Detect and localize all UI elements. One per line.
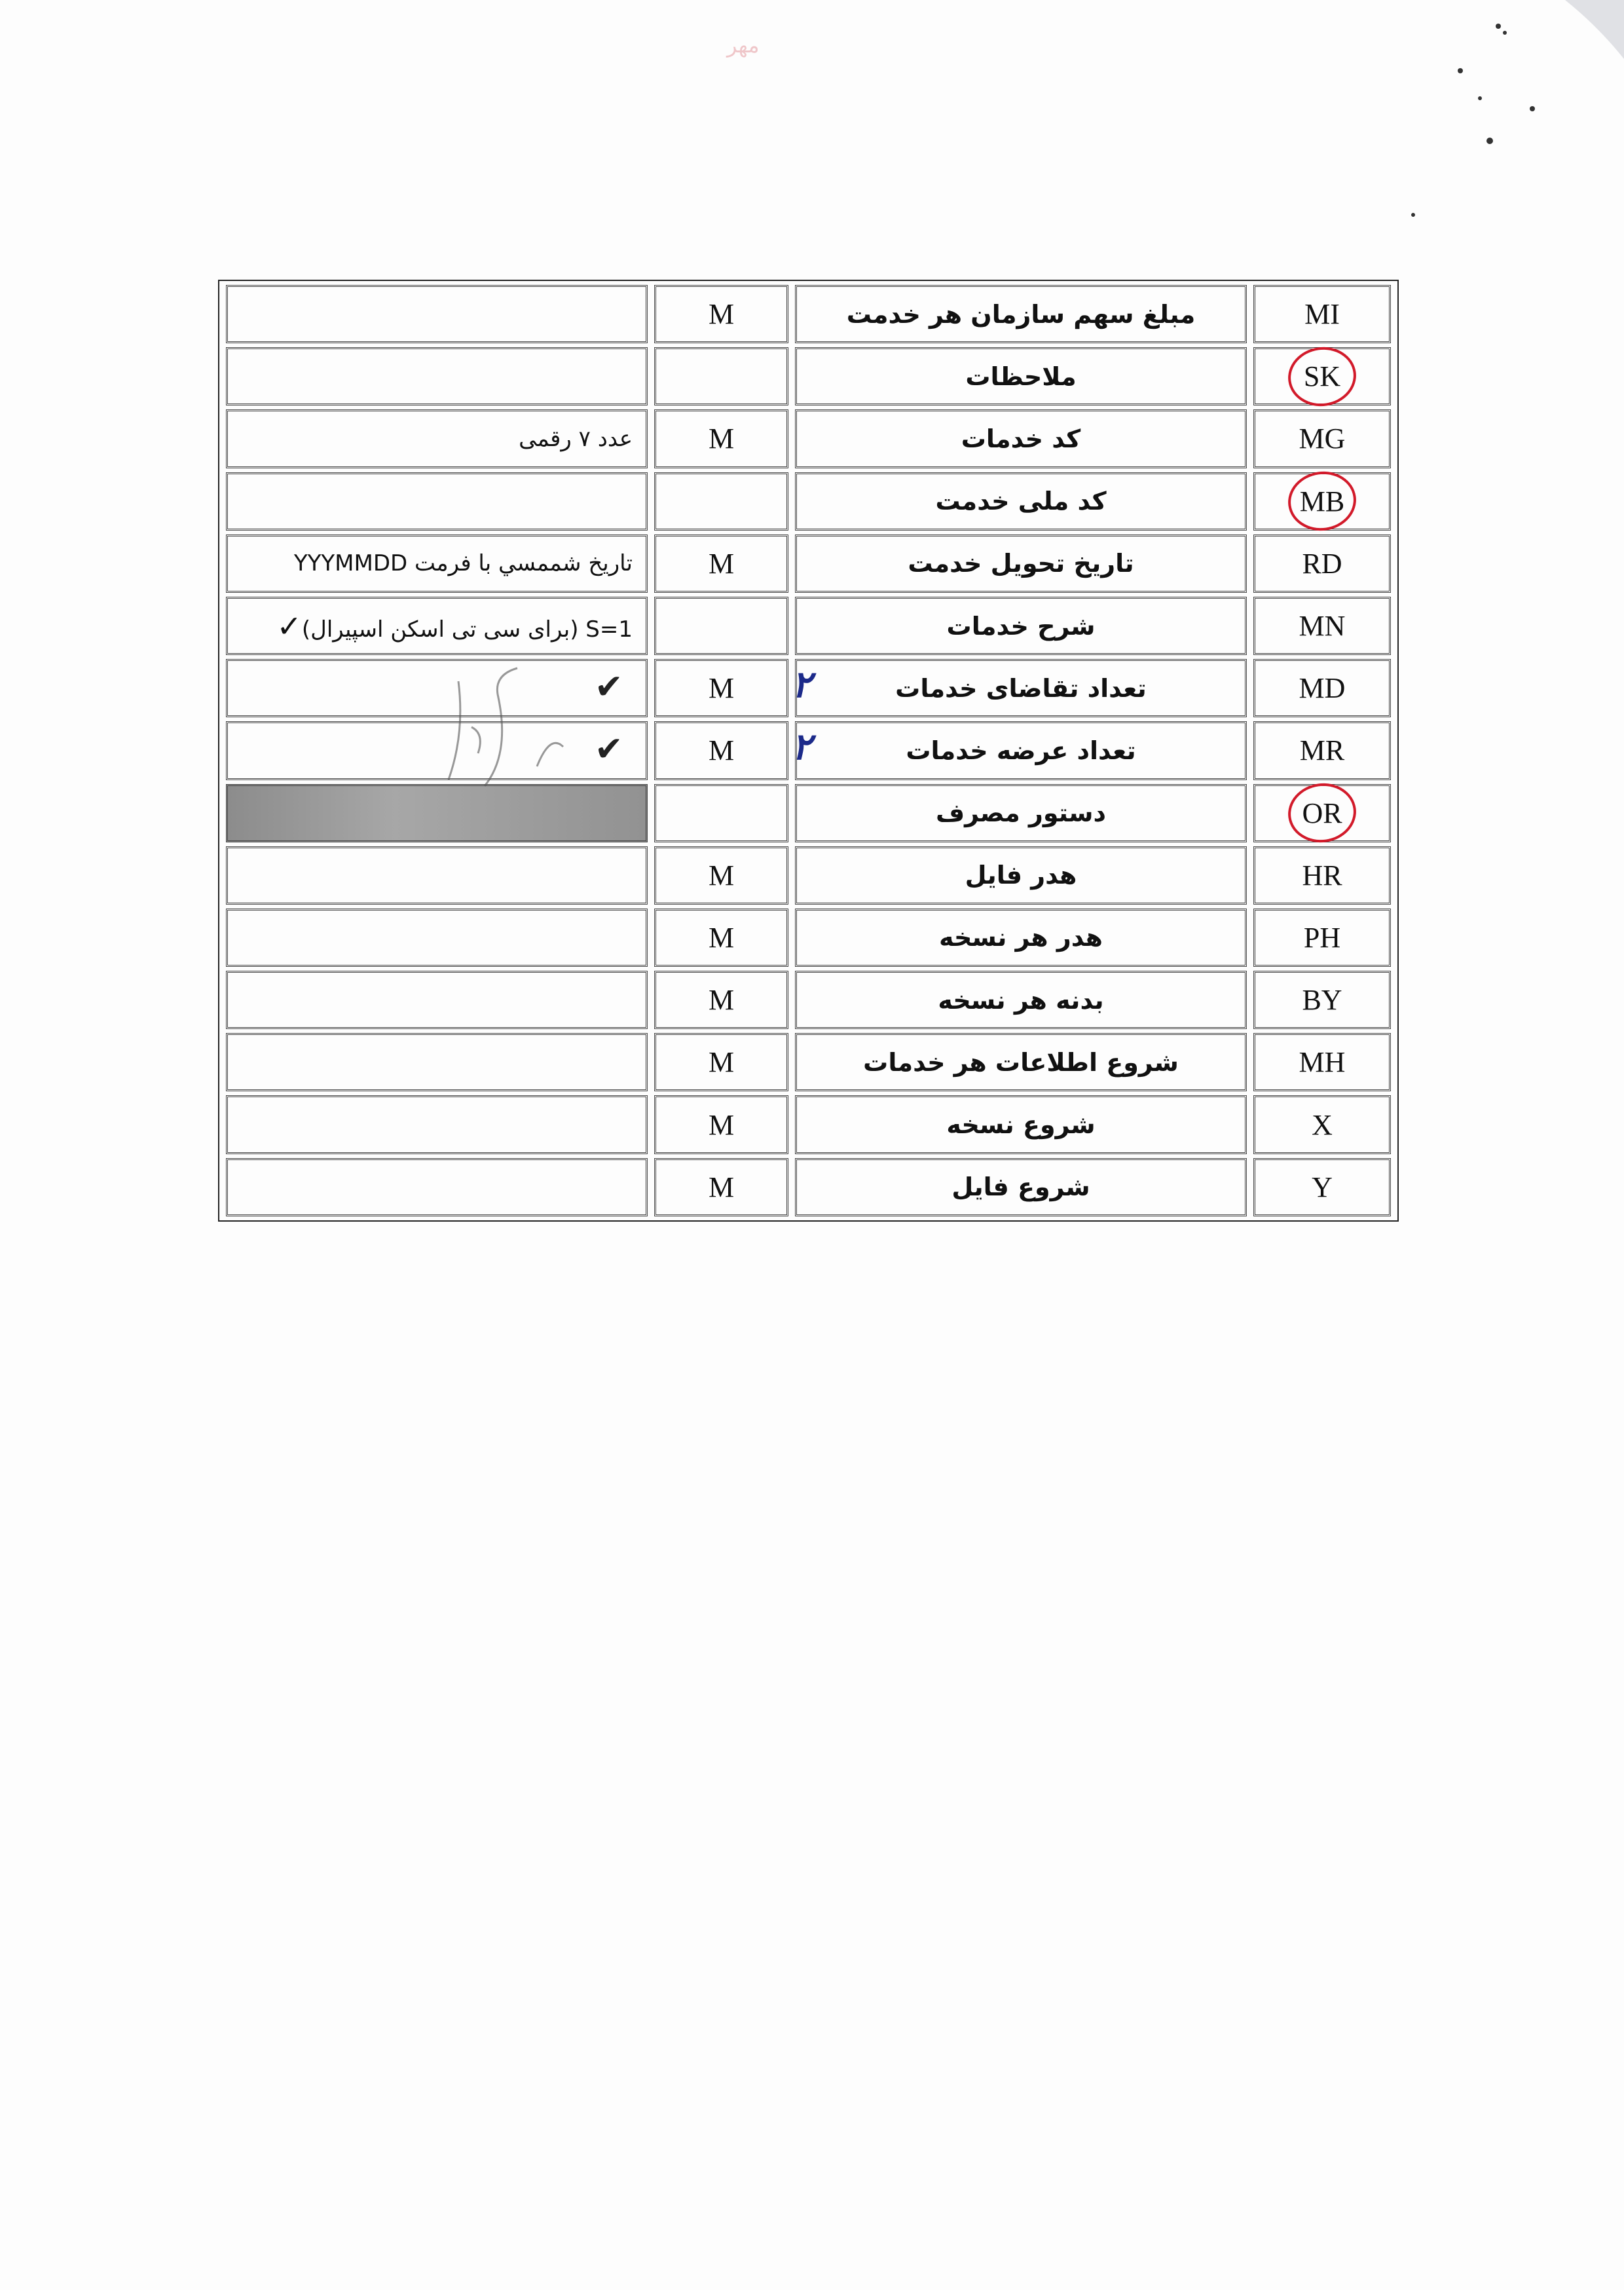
row-note-text: S=1 (برای سی تی اسکن اسپیرال) [301, 616, 633, 643]
row-code-text: X [1312, 1108, 1333, 1141]
handwritten-number: ۲ [792, 726, 812, 769]
table-row [226, 1033, 1391, 1091]
row-code [1253, 846, 1391, 905]
row-title [795, 1158, 1247, 1216]
row-code [1253, 971, 1391, 1029]
table-row [226, 472, 1391, 531]
field-specification-table [218, 280, 1399, 1222]
row-title-text: تعداد تقاضای خدمات [895, 673, 1147, 703]
row-code-text: MB [1299, 485, 1345, 517]
handwritten-mark-icon: ✔ [595, 667, 623, 707]
row-title [795, 1033, 1247, 1091]
row-code [1253, 409, 1391, 468]
row-status [654, 472, 788, 531]
row-note [226, 472, 648, 531]
table-row [226, 1158, 1391, 1216]
handwritten-mark-icon: ✔ [595, 730, 623, 770]
row-title-text: شروع نسخه [946, 1110, 1096, 1140]
row-note [226, 535, 648, 593]
row-code-text: MH [1299, 1046, 1346, 1079]
row-note [226, 347, 648, 405]
row-title [795, 784, 1247, 842]
handwritten-number: ۲ [792, 664, 812, 707]
row-code [1253, 721, 1391, 779]
table-row [226, 971, 1391, 1029]
row-note [226, 846, 648, 905]
table-row [226, 659, 1391, 717]
row-status [654, 597, 788, 655]
row-title [795, 472, 1247, 531]
row-code-text: MI [1304, 298, 1340, 331]
row-title-text: شروع فایل [951, 1173, 1090, 1202]
row-title-text: شروع اطلاعات هر خدمات [863, 1047, 1179, 1077]
faded-red-stamp: مهر [727, 33, 760, 58]
row-title-text: مبلغ سهم سازمان هر خدمت [846, 299, 1196, 329]
row-title [792, 659, 1247, 717]
row-code [1253, 909, 1391, 967]
row-code-text: Y [1312, 1171, 1333, 1203]
row-note [226, 909, 648, 967]
row-status: M [654, 846, 788, 905]
row-code-text: MR [1299, 734, 1345, 767]
table-row [226, 347, 1391, 405]
row-title [795, 409, 1247, 468]
row-title [792, 721, 1247, 779]
row-code-text: MN [1299, 610, 1346, 643]
row-code [1253, 1033, 1391, 1091]
row-title-text: کد ملی خدمت [935, 487, 1107, 516]
row-code [1253, 784, 1391, 842]
row-title [795, 846, 1247, 905]
row-note [226, 285, 648, 343]
row-title-text: ملاحظات [965, 362, 1077, 391]
row-status: M [654, 659, 788, 717]
row-code-text: HR [1302, 859, 1342, 892]
handwritten-scribble [413, 655, 635, 799]
row-note [226, 1095, 648, 1154]
row-note [226, 1158, 648, 1216]
row-status: M [654, 535, 788, 593]
row-note-text: عدد ۷ رقمی [519, 425, 633, 452]
row-title-text: شرح خدمات [946, 611, 1096, 641]
table-row [226, 1095, 1391, 1154]
row-status: M [654, 971, 788, 1029]
row-status [654, 347, 788, 405]
row-status: M [654, 721, 788, 779]
table-row [226, 285, 1391, 343]
row-code-text: MD [1299, 672, 1346, 705]
row-code-text: SK [1303, 360, 1341, 393]
row-title [795, 971, 1247, 1029]
row-title-text: بدنه هر نسخه [938, 985, 1104, 1015]
row-code-text: OR [1302, 797, 1342, 829]
row-code-text: BY [1302, 984, 1342, 1017]
row-code [1253, 1158, 1391, 1216]
row-code [1253, 535, 1391, 593]
row-title [795, 535, 1247, 593]
row-title-text: هدر هر نسخه [939, 923, 1103, 952]
row-code [1253, 659, 1391, 717]
row-status: M [654, 285, 788, 343]
row-code-text: MG [1299, 422, 1346, 455]
row-title-text: تاریخ تحویل خدمت [908, 549, 1134, 578]
row-title-text: کد خدمات [961, 424, 1081, 453]
row-code [1253, 1095, 1391, 1154]
row-title [795, 347, 1247, 405]
row-note [226, 409, 648, 468]
row-status: M [654, 1095, 788, 1154]
row-title-text: تعداد عرضه خدمات [906, 736, 1136, 765]
row-note [226, 971, 648, 1029]
row-status: M [654, 409, 788, 468]
row-code [1253, 285, 1391, 343]
row-title [795, 285, 1247, 343]
table-row [226, 409, 1391, 468]
row-status: M [654, 909, 788, 967]
table-row [226, 597, 1391, 655]
table-row [226, 784, 1391, 842]
row-status: M [654, 1158, 788, 1216]
row-title [795, 597, 1247, 655]
row-title [795, 909, 1247, 967]
table-row [226, 909, 1391, 967]
row-code [1253, 597, 1391, 655]
row-note-text: تاريخ شممسي با فرمت YYYMMDD [293, 550, 633, 577]
row-code-text: PH [1303, 921, 1341, 954]
row-title-text: هدر فایل [965, 861, 1077, 890]
row-status: M [654, 1033, 788, 1091]
table-row [226, 846, 1391, 905]
row-note [226, 1033, 648, 1091]
scan-specks [1408, 0, 1624, 236]
row-code [1253, 472, 1391, 531]
row-code-text: RD [1302, 547, 1342, 580]
table-row [226, 721, 1391, 779]
row-note [226, 597, 648, 655]
table-row [226, 535, 1391, 593]
row-status [654, 784, 788, 842]
row-code [1253, 347, 1391, 405]
row-title [795, 1095, 1247, 1154]
check-mark-icon: ✓ [276, 608, 302, 644]
row-title-text: دستور مصرف [935, 798, 1107, 828]
